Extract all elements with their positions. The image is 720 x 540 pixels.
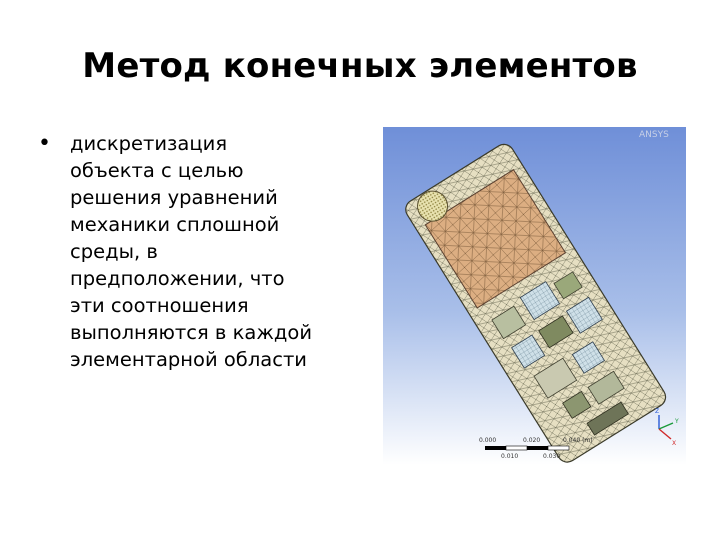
bullet-line: выполняются в каждой <box>70 321 313 344</box>
triad-label: Z <box>655 408 660 415</box>
triad-label: Y <box>675 418 679 425</box>
bullet-line: эти соотношения <box>70 294 249 317</box>
bullet-line: предположении, что <box>70 267 285 290</box>
bullet-marker: • <box>38 131 51 156</box>
scale-label: 0.020 <box>523 437 541 444</box>
triad-label: X <box>672 440 677 447</box>
ansys-watermark: ANSYS <box>639 130 669 140</box>
scale-label: 0.000 <box>479 437 497 444</box>
bullet-line: механики сплошной <box>70 213 280 236</box>
scale-label: 0.030 <box>543 453 561 460</box>
slide-title: Метод конечных элементов <box>82 46 638 86</box>
fem-mesh-figure <box>383 127 686 465</box>
bullet-text <box>70 130 370 373</box>
fem-mesh-image <box>383 127 686 465</box>
bullet-line: дискретизация <box>70 132 228 155</box>
bullet-line: среды, в <box>70 240 158 263</box>
bullet-line: объекта с целью <box>70 159 244 182</box>
scale-label: 0.010 <box>501 453 519 460</box>
scale-label: 0.040 (m) <box>563 437 593 444</box>
bullet-line: решения уравнений <box>70 186 278 209</box>
bullet-line: элементарной области <box>70 348 307 371</box>
